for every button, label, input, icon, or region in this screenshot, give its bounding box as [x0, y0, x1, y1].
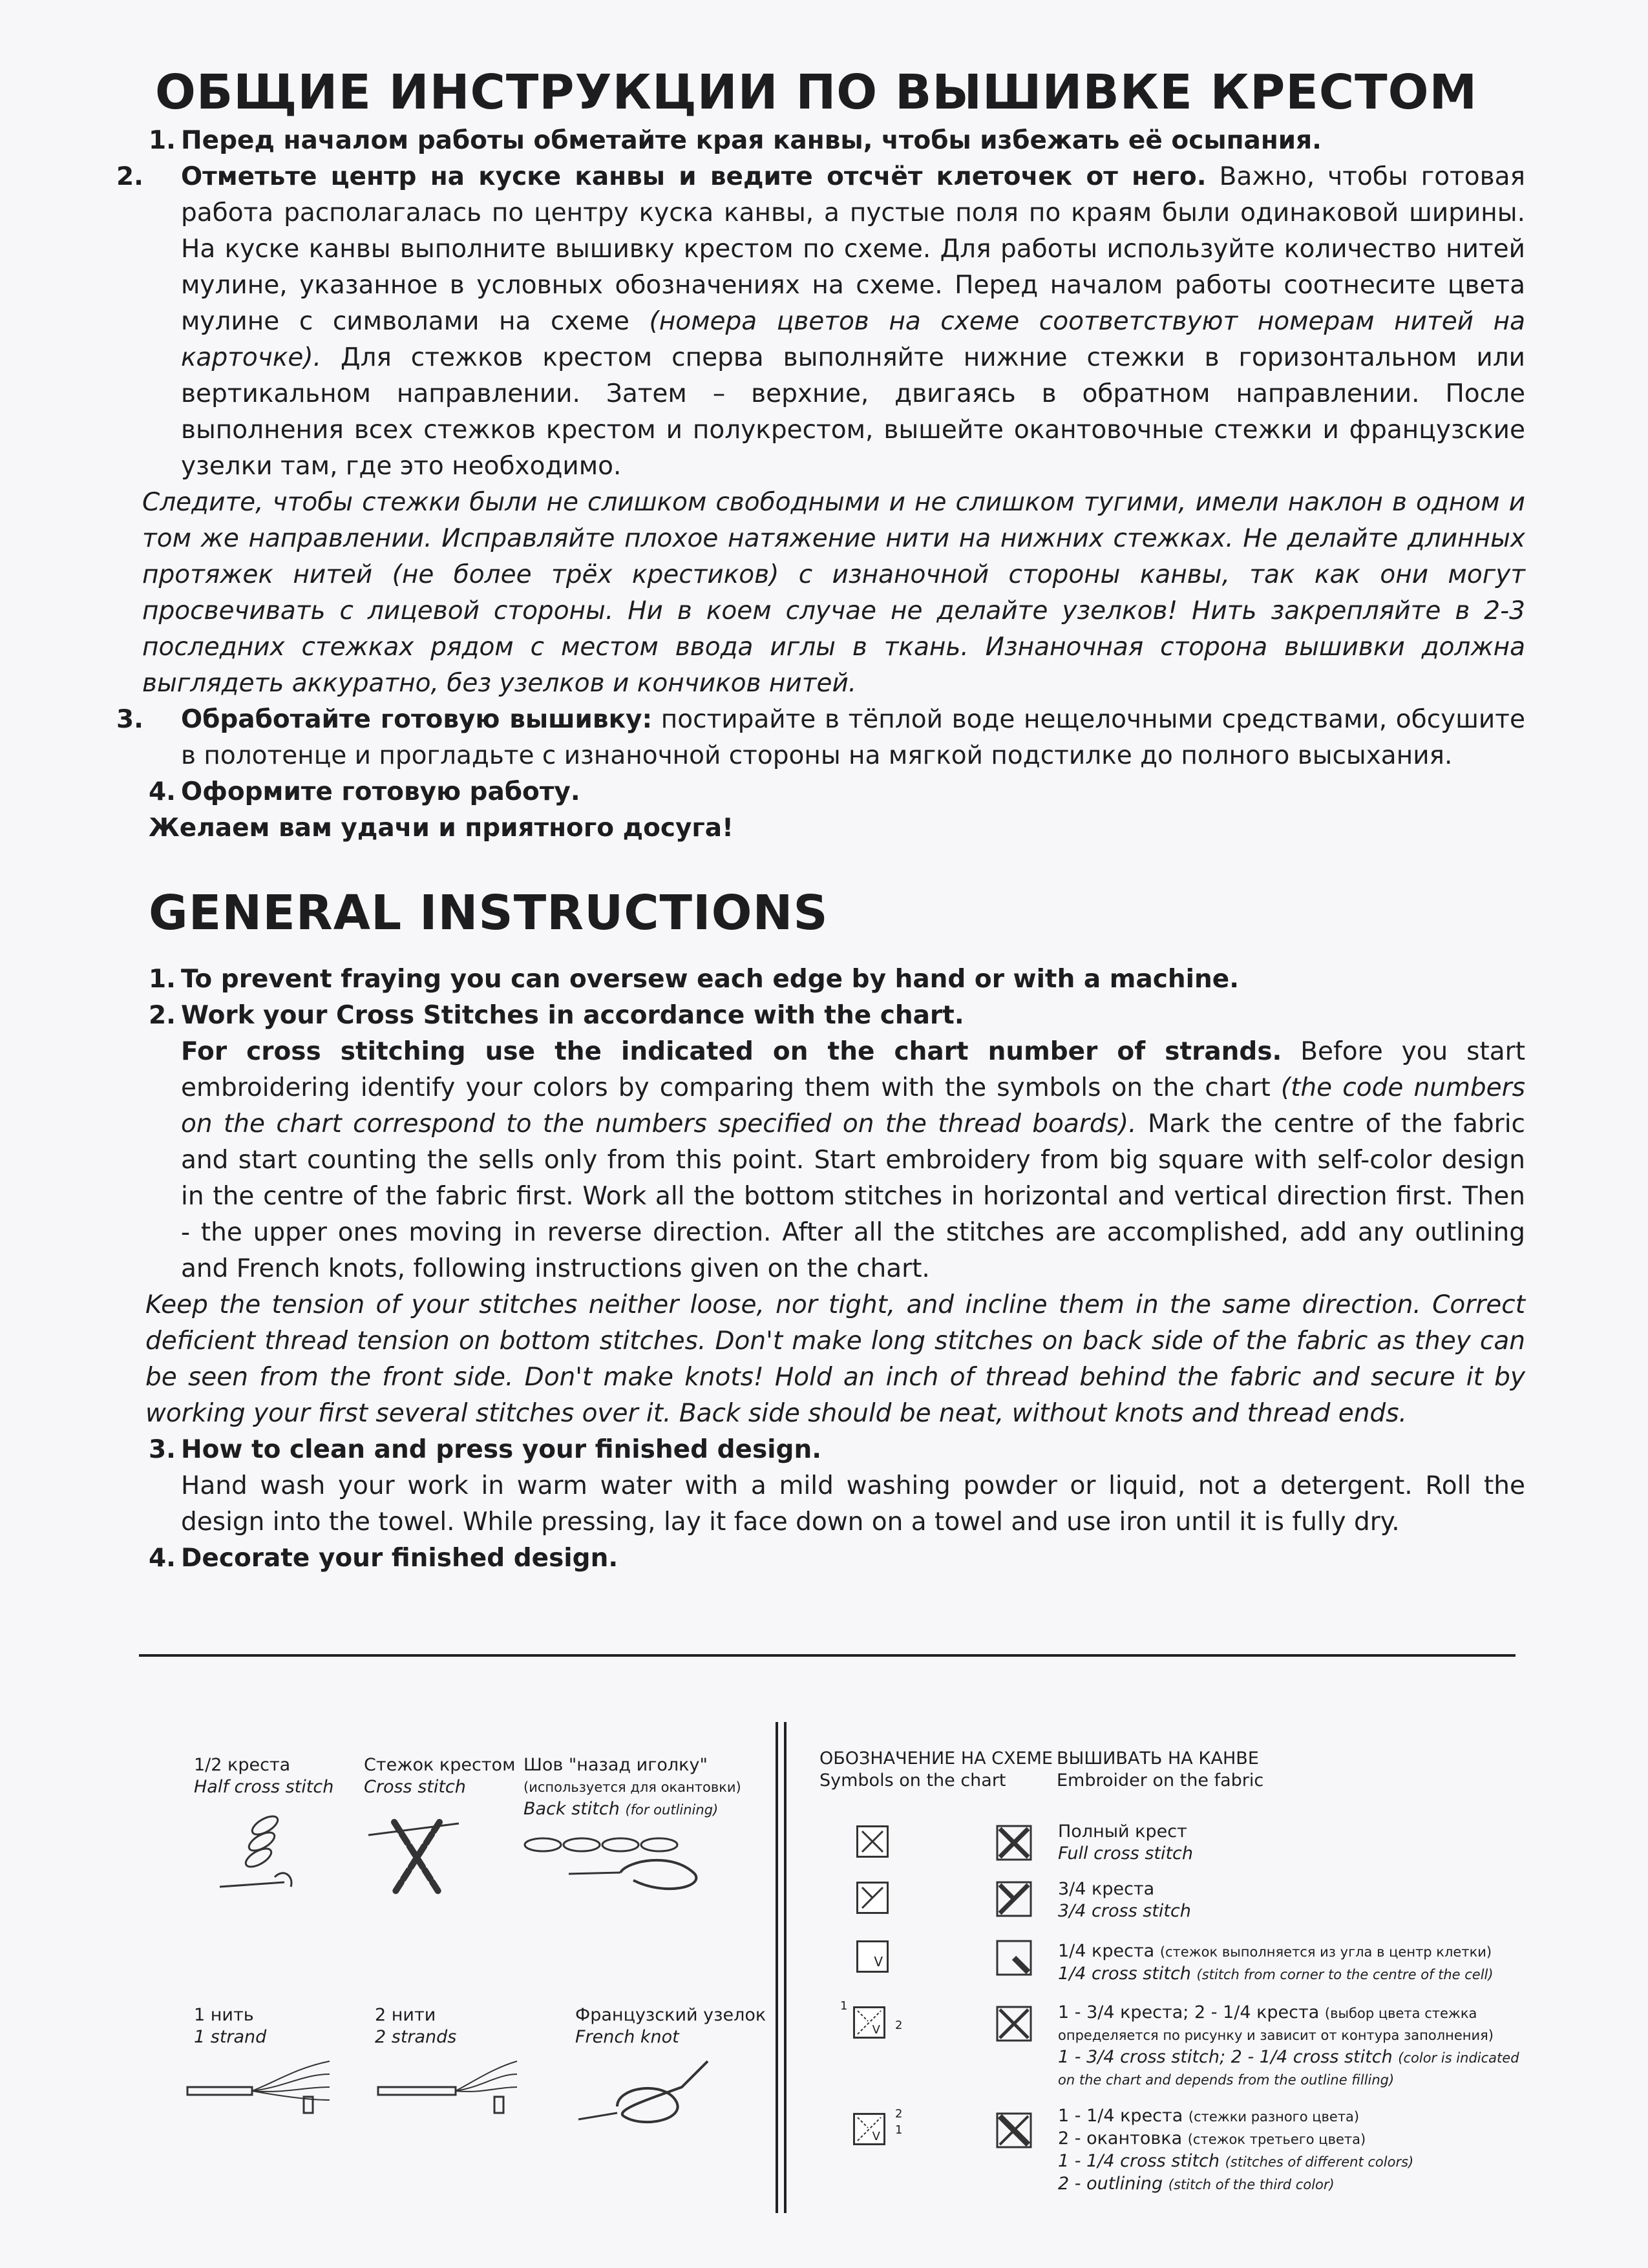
legend-2-strands-ru: 2 нити — [375, 2005, 436, 2025]
row4-ru: 1 - 3/4 креста; 2 - 1/4 креста — [1058, 2002, 1320, 2022]
mixed-fabric-icon — [997, 2006, 1031, 2041]
en-item-2-italic: (the code numbers on the chart correspond to the numbers specified on the thread boards). — [181, 1073, 1525, 1139]
symbol-quarter-outline — [853, 2113, 885, 2145]
row3-ru: 1/4 креста — [1058, 1941, 1155, 1961]
ru-wish: Желаем вам удачи и приятного досуга! — [149, 814, 734, 843]
row4-ru-small2: определяется по рисунку и зависит от контура заполнения) — [1058, 2028, 1494, 2043]
ru-item-3-bold: Обработайте готовую вышивку: — [181, 705, 653, 734]
row4-en: 1 - 3/4 cross stitch; 2 - 1/4 cross stitch — [1058, 2047, 1393, 2067]
mark-label-1: 1 — [840, 1999, 848, 2013]
ru-item-2-number: 2. — [116, 162, 143, 191]
legend-col2-en: Embroider on the fabric — [1057, 1770, 1264, 1790]
legend-1-strand-ru: 1 нить — [194, 2005, 254, 2025]
ru-item-2-italic: (номера цветов на схеме соответствуют номерам нитей на карточке). — [181, 307, 1525, 372]
ru-item-2-bold: Отметьте центр на куске канвы и ведите отсчёт клеточек от него. — [181, 162, 1207, 191]
legend-row-4 — [1058, 2002, 1519, 2091]
one-strand-icon — [187, 2061, 336, 2126]
legend-half-cross-en: Half cross stitch — [194, 1777, 334, 1797]
legend-2-strands — [375, 2004, 456, 2048]
legend-divider-2 — [784, 1722, 787, 2213]
en-item-2-text: Work your Cross Stitches in accordance with the chart. — [181, 1001, 964, 1030]
outline-v-mark: V — [872, 2130, 880, 2143]
legend-row-1 — [1058, 1821, 1193, 1865]
mixed-v-mark: V — [872, 2023, 880, 2037]
row5-ru1-small: (стежки разного цвета) — [1188, 2109, 1360, 2125]
legend-half-cross-ru: 1/2 креста — [194, 1755, 291, 1775]
legend-cross-en: Cross stitch — [364, 1777, 466, 1797]
ru-item-4-number: 4. — [149, 777, 176, 806]
two-strands-icon — [378, 2061, 527, 2126]
legend-cross — [364, 1754, 515, 1798]
en-item-4 — [149, 1540, 1525, 1577]
en-item-3 — [149, 1432, 1525, 1468]
legend-col1-en: Symbols on the chart — [819, 1770, 1006, 1790]
legend-knot-ru: Французский узелок — [575, 2005, 766, 2025]
row1-ru: Полный крест — [1058, 1822, 1187, 1842]
cross-stitch-icon — [368, 1816, 472, 1900]
ru-item-3 — [116, 702, 1525, 774]
row5-ru1: 1 - 1/4 креста — [1058, 2106, 1183, 2126]
ru-item-4 — [149, 774, 1525, 810]
row5-en1-small: (stitches of different colors) — [1225, 2154, 1414, 2170]
legend-back-en: Back stitch — [523, 1799, 620, 1819]
full-cross-fabric-icon — [997, 1825, 1031, 1860]
legend-row-3 — [1058, 1940, 1494, 1986]
en-title: GENERAL INSTRUCTIONS — [149, 885, 829, 941]
legend-1-strand — [194, 2004, 266, 2048]
en-item-4-text: Decorate your finished design. — [181, 1544, 618, 1573]
legend-col2-header — [1057, 1748, 1263, 1792]
legend-row-5 — [1058, 2105, 1413, 2196]
en-italic-note: Keep the tension of your stitches neither loose, nor tight, and incline them in the same direction. Correct deficient thread tension on bottom stitches. Don't make long stitches on back side of the fabric as they can be seen from the front side. Don't make knots! Hold an inch of thread behind the fabric and secure it by working your first several stitches over it. Back side should be neat, without knots and thread ends. — [145, 1290, 1525, 1428]
ru-item-1-text: Перед началом работы обметайте края канвы, чтобы избежать её осыпания. — [181, 126, 1322, 155]
half-cross-stitch-icon — [213, 1816, 310, 1900]
divider-rule — [139, 1654, 1516, 1657]
mark-label-2: 2 — [895, 2019, 903, 2032]
en-item-2-body — [149, 1034, 1525, 1287]
mark-label-1b: 1 — [895, 2123, 903, 2137]
en-item-2 — [149, 998, 1525, 1034]
row3-en: 1/4 cross stitch — [1058, 1964, 1191, 1984]
row5-ru2-small: (стежок третьего цвета) — [1187, 2132, 1366, 2147]
en-item-3-title: How to clean and press your finished design. — [181, 1435, 822, 1464]
legend-col2-ru: ВЫШИВАТЬ НА КАНВЕ — [1057, 1748, 1259, 1769]
legend-col1-header — [819, 1748, 1053, 1792]
en-item-3-text: Hand wash your work in warm water with a mild washing powder or liquid, not a detergent. Roll the design into the towel. While pressing, lay it face down on a towel and use iron until it is fully dry. — [181, 1471, 1525, 1537]
row1-en: Full cross stitch — [1058, 1843, 1194, 1864]
ru-item-2-text-a: Важно, чтобы готовая работа располагалась по центру куска канвы, а пустые поля по краям были одинаковой ширины. На куске канвы выполните вышивку крестом по схеме. Для работы используйте количество нитей мулине, указанное в условных обозначениях на схеме. Перед началом работы соотнесите цвета мулине с символами на схеме — [181, 162, 1525, 336]
row2-ru: 3/4 креста — [1058, 1879, 1155, 1899]
row5-en2-small: (stitch of the third color) — [1168, 2177, 1335, 2192]
three-quarter-mark-icon — [858, 1884, 887, 1912]
ru-item-4-text: Оформите готовую работу. — [181, 777, 580, 806]
ru-title: ОБЩИЕ ИНСТРУКЦИИ ПО ВЫШИВКЕ КРЕСТОМ — [155, 65, 1478, 120]
three-quarter-fabric-icon — [997, 1882, 1031, 1916]
legend-back-ru: Шов "назад иголку" — [523, 1755, 708, 1775]
legend-half-cross — [194, 1754, 333, 1798]
en-item-4-number: 4. — [149, 1544, 176, 1573]
legend-divider-1 — [776, 1722, 778, 2213]
symbol-quarter-cross — [856, 1940, 889, 1973]
french-knot-icon — [578, 2061, 727, 2132]
legend-knot-en: French knot — [575, 2027, 679, 2047]
x-mark-icon — [858, 1827, 887, 1856]
row5-en2: 2 - outlining — [1058, 2174, 1163, 2194]
en-item-3-number: 3. — [149, 1435, 176, 1464]
row4-en-small2: on the chart and depends from the outline filling) — [1058, 2072, 1395, 2088]
en-item-2-number: 2. — [149, 1001, 176, 1030]
legend-col1-ru: ОБОЗНАЧЕНИЕ НА СХЕМЕ — [819, 1748, 1053, 1769]
en-item-2-text-a: Before you start embroidering identify your colors by comparing them with the symbols on the chart — [181, 1037, 1525, 1102]
row2-en: 3/4 cross stitch — [1058, 1901, 1191, 1921]
row5-en1: 1 - 1/4 cross stitch — [1058, 2151, 1220, 2171]
en-item-1 — [149, 961, 1525, 998]
quarter-v-mark: V — [874, 1954, 883, 1969]
ru-item-2-text-b: Для стежков крестом сперва выполняйте нижние стежки в горизонтальном или вертикальном направлении. Затем – верхние, двигаясь в обратном направлении. После выполнения всех стежков крестом и полукрестом, вышейте окантовочные стежки и французские узелки там, где это необходимо. — [181, 343, 1525, 481]
legend-cross-ru: Стежок крестом — [364, 1755, 516, 1775]
legend-row-2 — [1058, 1878, 1191, 1922]
ru-item-3-number: 3. — [116, 705, 143, 734]
en-instructions — [145, 961, 1525, 1577]
back-stitch-icon — [523, 1835, 717, 1906]
legend-french-knot — [575, 2004, 766, 2048]
symbol-full-cross — [856, 1825, 889, 1858]
row4-ru-small: (выбор цвета стежка — [1324, 2006, 1477, 2021]
ru-item-1-number: 1. — [149, 126, 176, 155]
row3-en-small: (stitch from corner to the centre of the cell) — [1196, 1967, 1494, 1982]
symbol-mixed-cross — [853, 2006, 885, 2039]
row3-ru-small: (стежок выполняется из угла в центр клетки) — [1159, 1944, 1492, 1960]
ru-item-3-text: постирайте в тёплой воде нещелочными средствами, обсушите в полотенце и прогладьте с изнаночной стороны на мягкой подстилке до полного высыхания. — [181, 705, 1525, 770]
mark-label-2b: 2 — [895, 2107, 903, 2121]
row5-ru2: 2 - окантовка — [1058, 2128, 1183, 2148]
quarter-outline-fabric-icon — [997, 2113, 1031, 2148]
legend-back-ru-small: (используется для окантовки) — [523, 1780, 741, 1795]
ru-italic-note: Следите, чтобы стежки были не слишком свободными и не слишком тугими, имели наклон в одном и том же направлении. Исправляйте плохое натяжение нити на нижних стежках. Не делайте длинных протяжек нитей (не более трёх крестиков) с изнаночной стороны канвы, так как они могут просвечивать с лицевой стороны. Ни в коем случае не делайте узелков! Нить закрепляйте в 2-3 последних стежках рядом с местом ввода иглы в ткань. Изнаночная сторона вышивки должна выглядеть аккуратно, без узелков и кончиков нитей. — [142, 488, 1525, 698]
en-item-1-text: To prevent fraying you can oversew each edge by hand or with a machine. — [181, 965, 1240, 994]
ru-item-2 — [116, 159, 1525, 485]
legend-1-strand-en: 1 strand — [194, 2027, 267, 2047]
en-item-2-text-b: Mark the centre of the fabric and start counting the sells only from this point. Start embroidery from big square with self-color design in the centre of the fabric first. Work all the bottom stitches in horizontal and vertical direction first. Then - the upper ones moving in reverse direction. After all the stitches are accomplished, add any outlining and French knots, following instructions given on the chart. — [181, 1109, 1525, 1283]
legend-back-en-small: (for outlining) — [625, 1802, 719, 1818]
quarter-fabric-icon — [997, 1940, 1031, 1975]
legend-2-strands-en: 2 strands — [375, 2027, 457, 2047]
en-item-1-number: 1. — [149, 965, 176, 994]
row4-en-small: (color is indicated — [1398, 2050, 1519, 2066]
legend-back-stitch — [523, 1754, 741, 1821]
symbol-three-quarter-cross — [856, 1882, 889, 1914]
ru-instructions — [116, 123, 1525, 846]
ru-item-1 — [149, 123, 1525, 159]
en-item-2-bold: For cross stitching use the indicated on the chart number of strands. — [181, 1037, 1282, 1066]
